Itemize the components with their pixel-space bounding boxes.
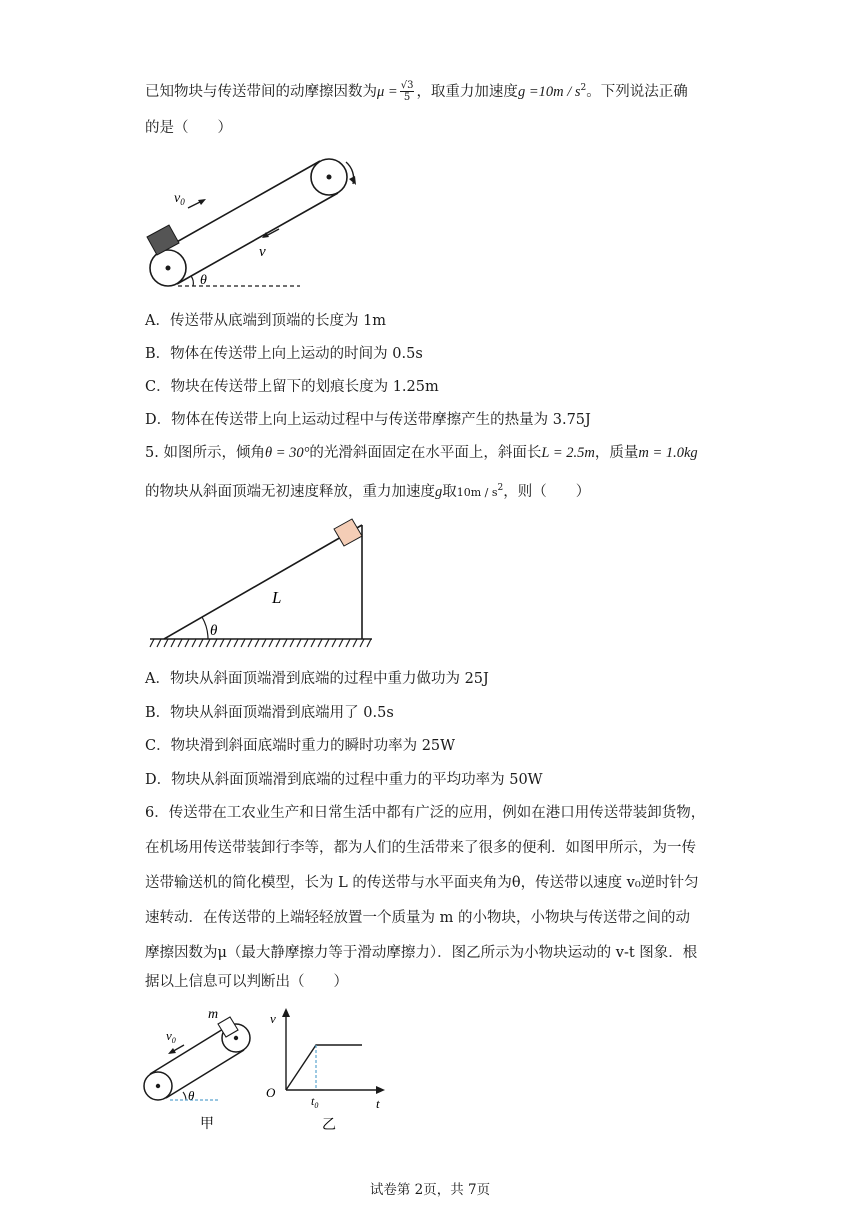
- q4-option-c: C．物块在传送带上留下的划痕长度为 1.25m: [145, 379, 439, 395]
- vt-curve: [286, 1045, 362, 1090]
- q6-caption-b: 乙: [322, 1117, 336, 1133]
- q6-origin-label: O: [266, 1085, 276, 1100]
- q4-v-label: v: [259, 244, 266, 260]
- q5-option-b: B．物块从斜面顶端滑到底端用了 0.5s: [145, 705, 394, 721]
- q4-intro-line1: 已知物块与传送带间的动摩擦因数为μ = $\frac{√3}{5}$ ，取重力加速度$g =10m / s^2$。下列说法正确: [145, 80, 688, 104]
- q4-theta-label: θ: [200, 273, 207, 288]
- q5-theta-label: θ: [210, 623, 218, 639]
- q6-v0-label: $v_0$: [166, 1028, 176, 1045]
- q5-option-c: C．物块滑到斜面底端时重力的瞬时功率为 25W: [145, 738, 456, 754]
- q5-L-label: L: [272, 588, 282, 607]
- q4-option-a: A．传送带从底端到顶端的长度为 1m: [145, 313, 387, 329]
- q6-t0-label: $t_0$: [311, 1094, 319, 1110]
- q5-option-d: D．物块从斜面顶端滑到底端的过程中重力的平均功率为 50W: [145, 772, 543, 788]
- q5-block: [334, 519, 362, 546]
- page-footer: 试卷第 2页，共 7页: [369, 1182, 491, 1198]
- q6-stem-line3: 送带输送机的简化模型，长为 L 的传送带与水平面夹角为θ，传送带以速度 v₀逆时针匀: [145, 875, 699, 891]
- q6-stem-line1: 6．传送带在工农业生产和日常生活中都有广泛的应用，例如在港口用传送带装卸货物，: [145, 805, 706, 821]
- q6-figure-b: [262, 1005, 392, 1135]
- q5-stem-line1: 5. 如图所示，倾角θ = 30°的光滑斜面固定在水平面上，斜面长L = 2.5m，质量m = 1.0kg: [145, 445, 698, 461]
- q6-stem-line6: 据以上信息可以判断出（ ）: [145, 974, 348, 990]
- q6-block: [218, 1017, 238, 1037]
- q4-conveyor-figure: [140, 150, 370, 295]
- q6-caption-a: 甲: [200, 1116, 214, 1132]
- ground-hatching: [150, 639, 371, 647]
- q6-stem-line2: 在机场用传送带装卸行李等，都为人们的生活带来了很多的便利．如图甲所示，为一传: [145, 840, 696, 856]
- q5-stem-line2: 的物块从斜面顶端无初速度释放，重力加速度g取$10m / s^2$，则（ ）: [145, 483, 591, 500]
- q6-stem-line4: 速转动．在传送带的上端轻轻放置一个质量为 m 的小物块，小物块与传送带之间的动: [145, 910, 690, 926]
- q4-option-d: D．物体在传送带上向上运动过程中与传送带摩擦产生的热量为 3.75J: [145, 412, 591, 428]
- q4-v0-label: $v_0$: [174, 191, 185, 207]
- q5-incline-figure: [150, 505, 380, 655]
- q6-figure-a: [142, 1000, 262, 1135]
- q5-option-a: A．物块从斜面顶端滑到底端的过程中重力做功为 25J: [145, 671, 489, 687]
- q6-t-axis-label: t: [376, 1096, 380, 1111]
- q6-v-axis-label: v: [270, 1011, 276, 1026]
- mu-fraction: $\frac{√3}{5}$: [400, 80, 414, 104]
- q6-m-label: m: [208, 1007, 219, 1022]
- q6-theta-label: θ: [188, 1088, 195, 1103]
- q4-intro-line2: 的是（ ）: [145, 120, 232, 136]
- q6-stem-line5: 摩擦因数为μ（最大静摩擦力等于滑动摩擦力）．图乙所示为小物块运动的 v-t 图象．根: [145, 945, 698, 961]
- q4-option-b: B．物体在传送带上向上运动的时间为 0.5s: [145, 346, 423, 362]
